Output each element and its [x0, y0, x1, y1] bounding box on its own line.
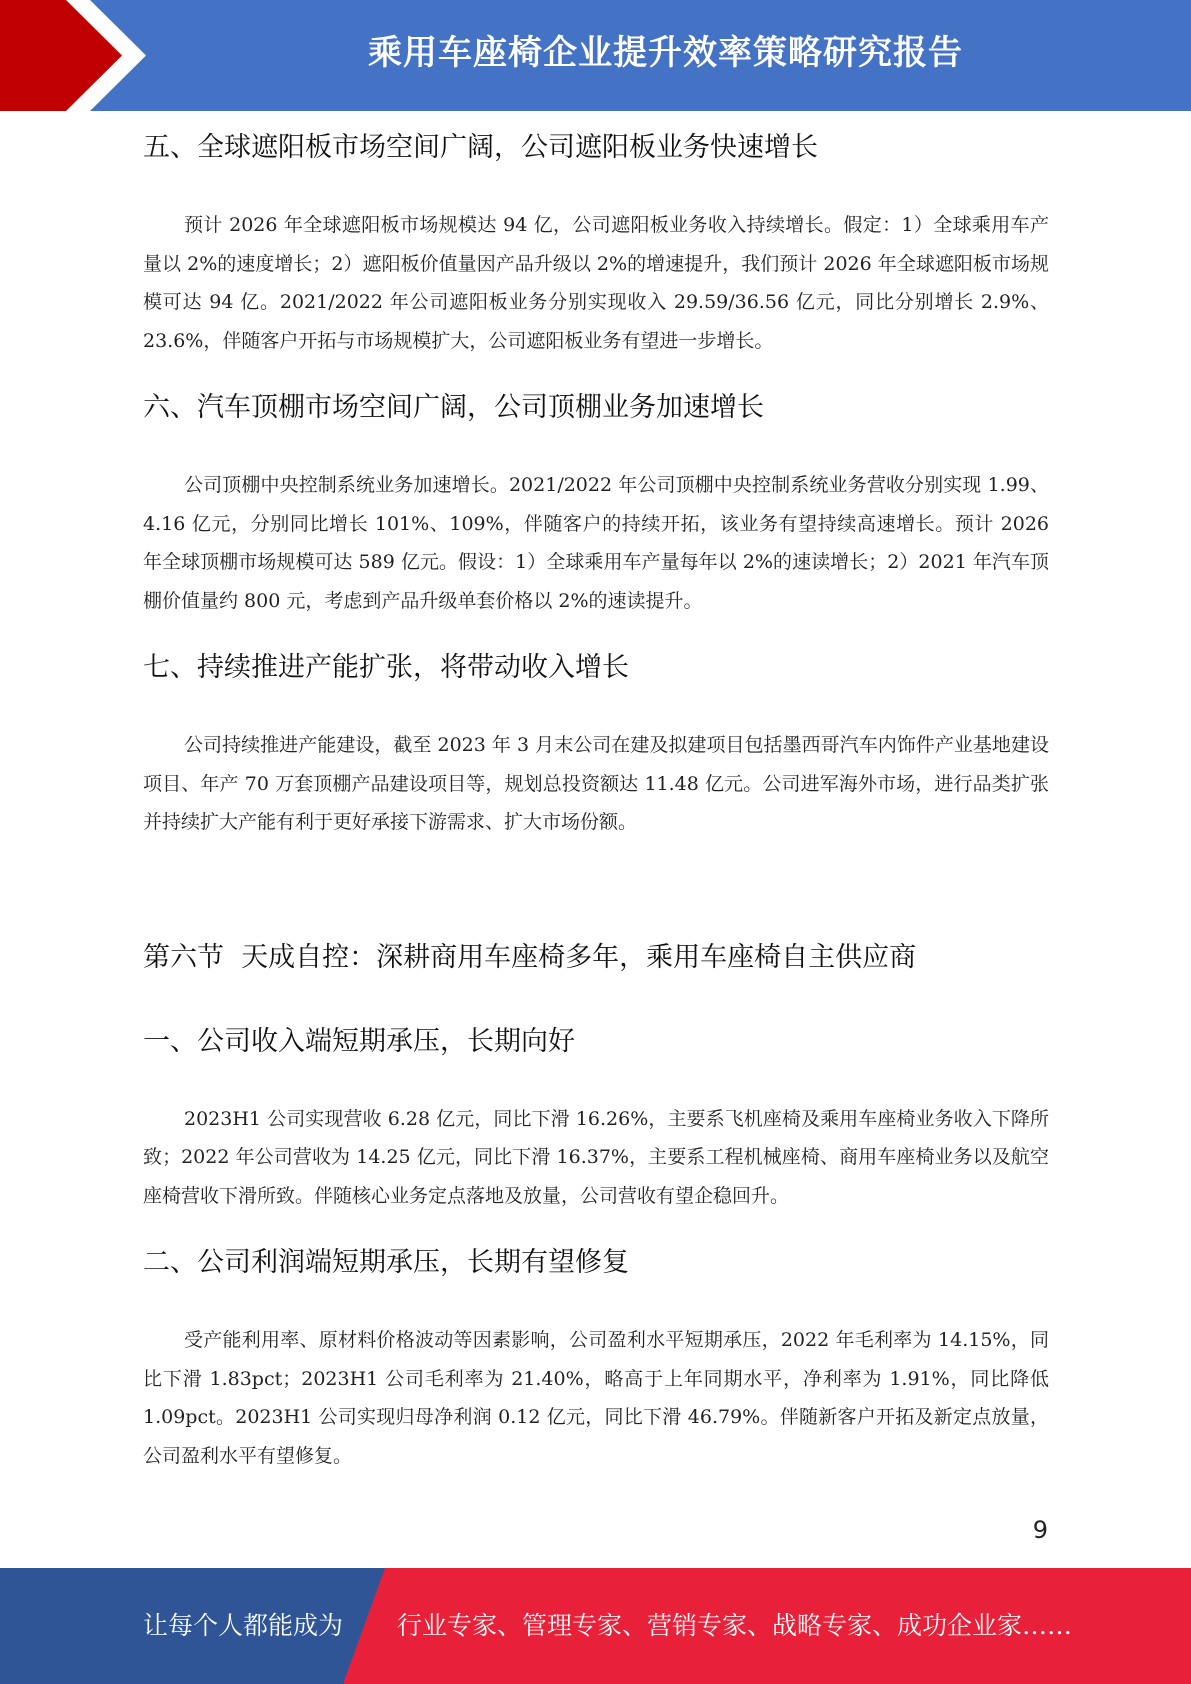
section-paragraph: 公司持续推进产能建设，截至 2023 年 3 月末公司在建及拟建项目包括墨西哥汽车内饰件产业基地建设项目、年产 70 万套顶棚产品建设项目等，规划总投资额达 11.48 亿元。公司进军海外市场，进行品类扩张并持续扩大产能有利于更好承接下游需求、扩大市场份额。: [143, 734, 1049, 833]
report-title: 乘用车座椅企业提升效率策略研究报告: [368, 33, 963, 73]
section-paragraph: 预计 2026 年全球遮阳板市场规模达 94 亿，公司遮阳板业务收入持续增长。假定：1）全球乘用车产量以 2%的速度增长；2）遮阳板价值量因产品升级以 2%的增速提升，我们预计 2026 年全球遮阳板市场规模可达 94 亿。2021/2022 年公司遮阳板业务分别实现收入 29.59/36.56 亿元，同比分别增长 2.9%、23.6%，伴随客户开拓与市场规模扩大，公司遮阳板业务有望进一步增长。: [143, 214, 1049, 352]
header-banner: [0, 0, 1191, 111]
section-title: 一、公司收入端短期承压，长期向好: [143, 1025, 575, 1057]
document-body: [143, 118, 1049, 1475]
footer-banner: [0, 1568, 1191, 1684]
page-number: 9: [1032, 1516, 1048, 1544]
section-title: 七、持续推进产能扩张，将带动收入增长: [143, 652, 629, 683]
footer-slogan-left: 让每个人都能成为: [143, 1611, 344, 1640]
section-paragraph: 公司顶棚中央控制系统业务加速增长。2021/2022 年公司顶棚中央控制系统业务营收分别实现 1.99、4.16 亿元，分别同比增长 101%、109%，伴随客户的持续开拓，该业务有望持续高速增长。预计 2026 年全球顶棚市场规模可达 589 亿元。假设：1）全球乘用车产量每年以 2%的速读增长；2）2021 年汽车顶棚价值量约 800 元，考虑到产品升级单套价格以 2%的速读提升。: [143, 474, 1049, 612]
section-title: 五、全球遮阳板市场空间广阔，公司遮阳板业务快速增长: [143, 132, 818, 163]
section-paragraph: 2023H1 公司实现营收 6.28 亿元，同比下滑 16.26%，主要系飞机座椅及乘用车座椅业务收入下降所致；2022 年公司营收为 14.25 亿元，同比下滑 16.37%，主要系工程机械座椅、商用车座椅业务以及航空座椅营收下滑所致。伴随核心业务定点落地及放量，公司营收有望企稳回升。: [143, 1107, 1049, 1207]
section-title: 六、汽车顶棚市场空间广阔，公司顶棚业务加速增长: [143, 392, 764, 423]
header-chevron-icon: [0, 0, 160, 111]
chapter-title: 第六节 天成自控：深耕商用车座椅多年，乘用车座椅自主供应商: [143, 941, 917, 973]
footer-slogan-right: 行业专家、管理专家、营销专家、战略专家、成功企业家……: [397, 1611, 1073, 1640]
section-title: 二、公司利润端短期承压，长期有望修复: [143, 1247, 629, 1278]
section-paragraph: 受产能利用率、原材料价格波动等因素影响，公司盈利水平短期承压，2022 年毛利率为 14.15%，同比下滑 1.83pct；2023H1 公司毛利率为 21.40%，略高于上年同期水平，净利率为 1.91%，同比降低 1.09pct。2023H1 公司实现归母净利润 0.12 亿元，同比下滑 46.79%。伴随新客户开拓及新定点放量，公司盈利水平有望修复。: [143, 1329, 1049, 1467]
